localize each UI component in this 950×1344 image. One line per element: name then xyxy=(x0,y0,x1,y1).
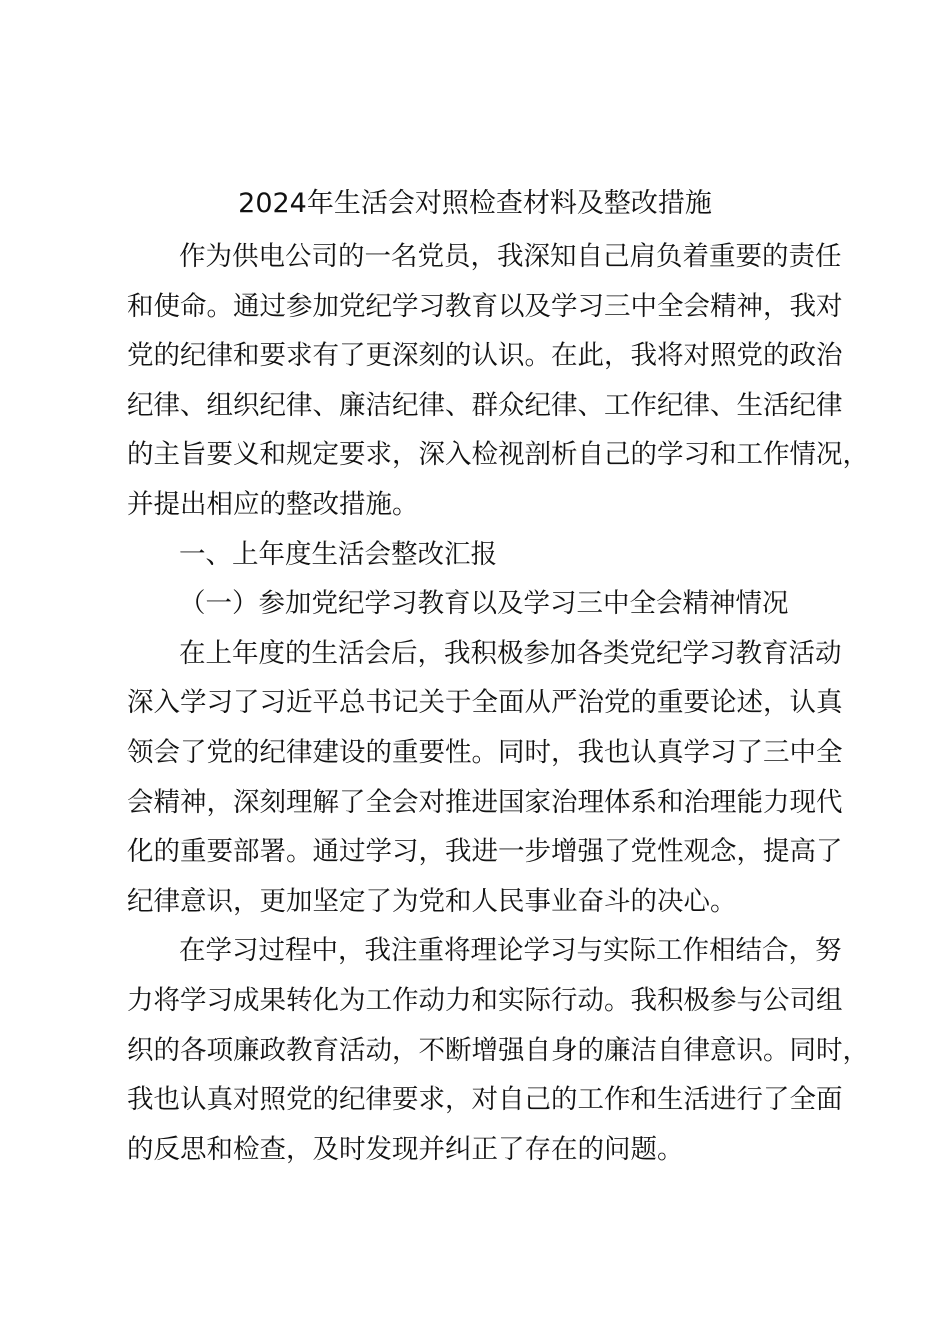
paragraph-line: 我也认真对照党的纪律要求，对自己的工作和生活进行了全面 xyxy=(127,1084,843,1116)
paragraph-line: 纪律意识，更加坚定了为党和人民事业奋斗的决心。 xyxy=(127,885,737,917)
paragraph-line: 深入学习了习近平总书记关于全面从严治党的重要论述，认真 xyxy=(127,687,843,719)
section-heading: 一、上年度生活会整改汇报 xyxy=(179,538,497,570)
paragraph-line: 并提出相应的整改措施。 xyxy=(127,488,419,520)
document-title: 2024年生活会对照检查材料及整改措施 xyxy=(238,188,712,219)
paragraph-line: 在学习过程中，我注重将理论学习与实际工作相结合，努 xyxy=(179,935,842,967)
paragraph-line: 的反思和检查，及时发现并纠正了存在的问题。 xyxy=(127,1133,684,1165)
paragraph-line: 党的纪律和要求有了更深刻的认识。在此，我将对照党的政治 xyxy=(127,340,843,372)
paragraph-line: 会精神，深刻理解了全会对推进国家治理体系和治理能力现代 xyxy=(127,786,843,818)
paragraph-line: 作为供电公司的一名党员，我深知自己肩负着重要的责任 xyxy=(179,241,842,272)
subsection-heading: （一）参加党纪学习教育以及学习三中全会精神情况 xyxy=(179,588,789,620)
document-body xyxy=(127,232,869,1174)
paragraph-line: 纪律、组织纪律、廉洁纪律、群众纪律、工作纪律、生活纪律 xyxy=(127,389,843,421)
paragraph-line: 在上年度的生活会后，我积极参加各类党纪学习教育活动 xyxy=(179,637,842,669)
paragraph-line: 力将学习成果转化为工作动力和实际行动。我积极参与公司组 xyxy=(127,984,843,1016)
paragraph-line: 化的重要部署。通过学习，我进一步增强了党性观念，提高了 xyxy=(127,836,843,868)
paragraph-line: 的主旨要义和规定要求，深入检视剖析自己的学习和工作情况， xyxy=(127,439,869,471)
paragraph-line: 织的各项廉政教育活动，不断增强自身的廉洁自律意识。同时， xyxy=(127,1034,869,1066)
paragraph-line: 和使命。通过参加党纪学习教育以及学习三中全会精神，我对 xyxy=(127,290,843,322)
paragraph-line: 领会了党的纪律建设的重要性。同时，我也认真学习了三中全 xyxy=(127,736,843,768)
